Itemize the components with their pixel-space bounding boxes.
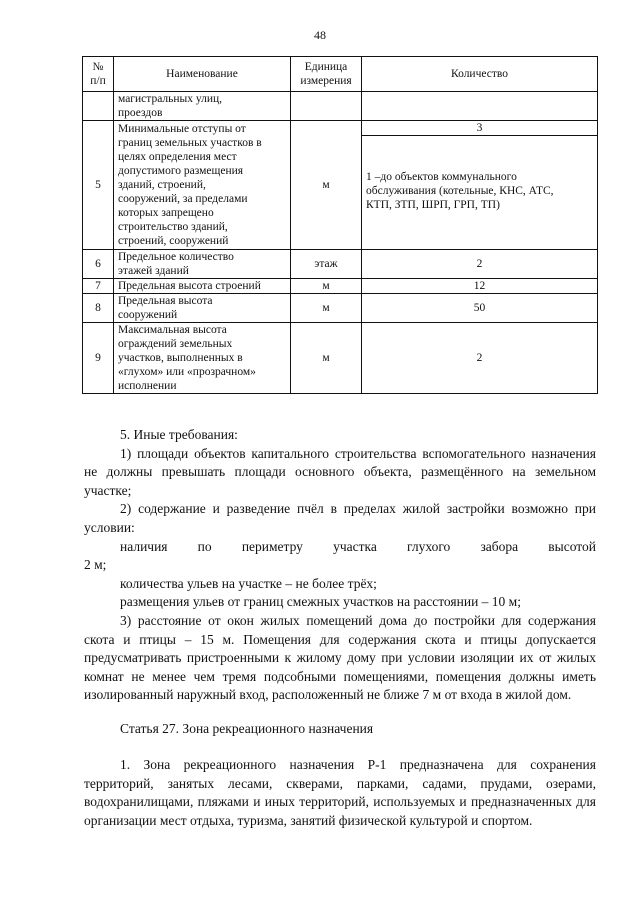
requirement-2c: размещения ульев от границ смежных участков на расстоянии – 10 м; xyxy=(120,594,521,610)
cell-name: Предельная высота строений xyxy=(114,279,291,294)
cell-num: 7 xyxy=(83,279,114,294)
cell-unit: этаж xyxy=(291,250,362,279)
cell-qty: 12 xyxy=(362,279,598,294)
header-unit: Единица измерения xyxy=(291,57,362,92)
requirement-2: 2) содержание и разведение пчёл в пределах жилой застройки возможно при условии: xyxy=(84,501,596,535)
other-requirements xyxy=(84,426,596,705)
cell-qty: 50 xyxy=(362,294,598,323)
header-num: № п/п xyxy=(83,57,114,92)
cell-unit xyxy=(291,92,362,121)
requirement-1: 1) площади объектов капитального строительства вспомогательного назначения не должны превышать площади основного объекта, размещённого на земельном участке; xyxy=(84,445,596,498)
table-row-6 xyxy=(83,250,598,279)
regulations-table xyxy=(82,56,598,394)
cell-num xyxy=(83,92,114,121)
cell-num: 9 xyxy=(83,323,114,394)
table-row-7 xyxy=(83,279,598,294)
requirement-2a-line2: 2 м; xyxy=(84,557,107,573)
cell-unit: м xyxy=(291,121,362,250)
requirement-2a-line1: наличия по периметру участка глухого забора высотой xyxy=(120,538,596,554)
cell-unit: м xyxy=(291,323,362,394)
cell-num: 6 xyxy=(83,250,114,279)
header-name: Наименование xyxy=(114,57,291,92)
header-qty: Количество xyxy=(362,57,598,92)
table-row-8 xyxy=(83,294,598,323)
cell-name: Максимальная высота ограждений земельных участков, выполненных в «глухом» или «прозрачном» исполнении xyxy=(114,323,291,394)
qty-top: 3 xyxy=(362,121,597,136)
cell-name: Предельное количество этажей зданий xyxy=(114,250,291,279)
article-27 xyxy=(84,720,596,739)
page-number: 48 xyxy=(314,28,326,42)
cell-num: 8 xyxy=(83,294,114,323)
article-paragraph-1: 1. Зона рекреационного назначения Р-1 предназначена для сохранения территорий, занятых лесами, скверами, парками, садами, прудами, озерами, водохранилищами, пляжами и иных территорий, используемых и предназначенных для организации мест отдыха, туризма, занятий физической культурой и спортом. xyxy=(84,757,596,828)
cell-qty: 2 xyxy=(362,250,598,279)
cell-qty xyxy=(362,121,598,250)
table-row-continuation xyxy=(83,92,598,121)
cell-num: 5 xyxy=(83,121,114,250)
cell-qty: 2 xyxy=(362,323,598,394)
cell-unit: м xyxy=(291,279,362,294)
cell-qty xyxy=(362,92,598,121)
requirement-2b: количества ульев на участке – не более трёх; xyxy=(120,575,377,591)
article-heading: Статья 27. Зона рекреационного назначения xyxy=(120,721,374,736)
cell-name: магистральных улиц, проездов xyxy=(114,92,291,121)
table-row-5 xyxy=(83,121,598,250)
table-header-row xyxy=(83,57,598,92)
table-row-9 xyxy=(83,323,598,394)
cell-name: Минимальные отступы от границ земельных участков в целях определения мест допустимого размещения зданий, строений, сооружений, за пределами которых запрещено строительство зданий, строений, сооружений xyxy=(114,121,291,250)
other-requirements-heading: 5. Иные требования: xyxy=(120,427,238,442)
cell-name: Предельная высота сооружений xyxy=(114,294,291,323)
requirement-3: 3) расстояние от окон жилых помещений дома до постройки для содержания скота и птицы – 15 м. Помещения для содержания скота и птицы допускается предусматривать пристроенными к жилому дому при условии изоляции их от жилых комнат не менее чем тремя подсобными помещениями, помещения должны иметь изолированный наружный вход, расположенный не ближе 7 м от входа в жилой дом. xyxy=(84,612,596,703)
qty-bottom: 1 –до объектов коммунального обслуживания (котельные, КНС, АТС, КТП, ЗТП, ШРП, ГРП, ТП) xyxy=(366,171,554,211)
article-27-body xyxy=(84,756,596,830)
cell-unit: м xyxy=(291,294,362,323)
